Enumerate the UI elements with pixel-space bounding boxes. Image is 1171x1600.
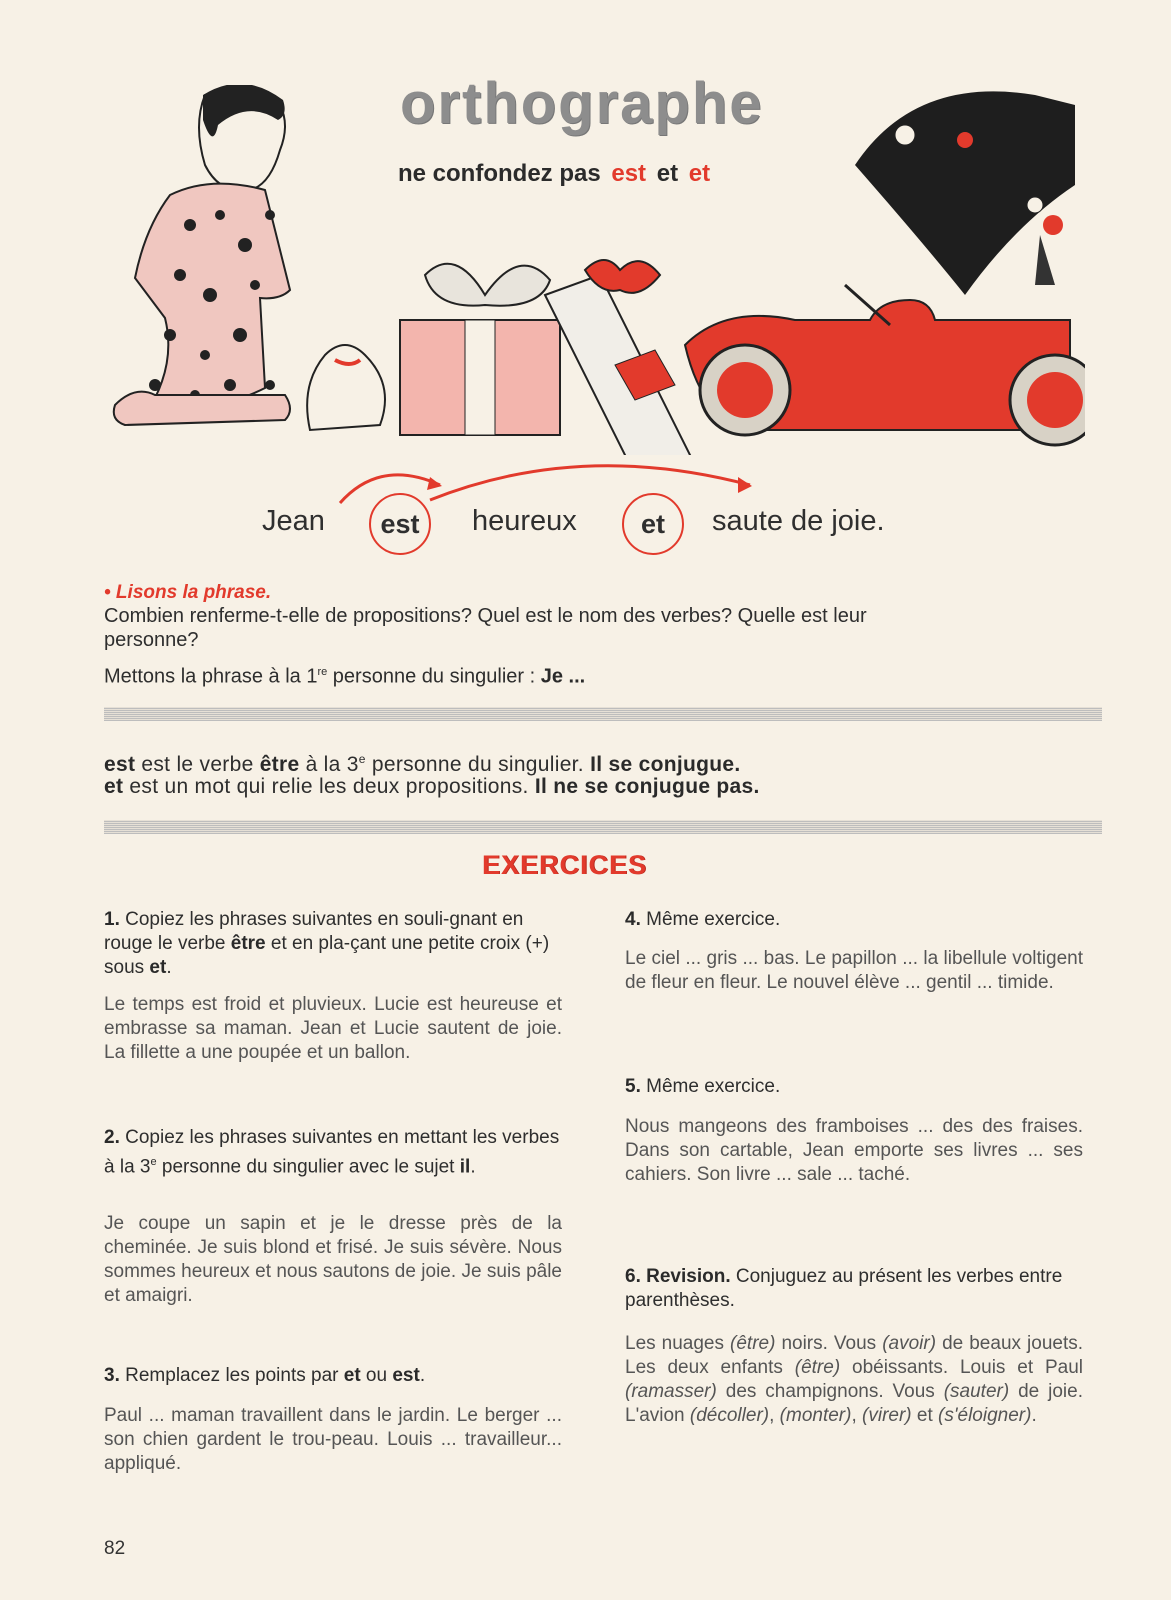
subtitle-et: et xyxy=(688,160,711,187)
boy-in-pajamas-icon xyxy=(114,85,290,425)
exercise-3-text: Paul ... maman travaillent dans le jardin. Le berger ... son chien gardent le trou-peau. Louis ... travailleur... appliqué. xyxy=(104,1405,562,1474)
gift-box-icon xyxy=(400,264,560,435)
sentence-word-est: est xyxy=(369,493,431,555)
subtitle-text: ne confondez pas xyxy=(398,160,601,187)
page-title: orthographe xyxy=(400,71,764,136)
exercise-3-instructions: 3. Remplacez les points par et ou est. xyxy=(104,1365,426,1386)
exercise-5-text: Nous mangeons des framboises ... des des fraises. Dans son cartable, Jean emporte ses livres ... ses cahiers. Son livre ... sale ... taché. xyxy=(625,1116,1083,1185)
lisons-line1: Combien renferme-t-elle de propositions? Quel est le nom des verbes? Quelle est leur xyxy=(104,605,867,627)
exercise-5-instructions: 5. Même exercice. xyxy=(625,1076,781,1097)
christmas-illustration xyxy=(95,85,1085,455)
exercise-1-instructions: 1. Copiez les phrases suivantes en souli-gnant en rouge le verbe être et en pla-çant une petite croix (+) sous et. xyxy=(104,909,550,978)
sentence-word-et: et xyxy=(622,493,684,555)
rule-line-et: et est un mot qui relie les deux propositions. Il ne se conjugue pas. xyxy=(104,775,760,798)
page-number: 82 xyxy=(104,1538,126,1559)
exercise-4-text: Le ciel ... gris ... bas. Le papillon ... la libellule voltigent de fleur en fleur. Le nouvel élève ... gentil ... timide. xyxy=(625,948,1083,993)
sentence-word-jean: Jean xyxy=(262,505,325,537)
gift-bag-icon xyxy=(307,345,385,430)
lisons-line3: Mettons la phrase à la 1re personne du singulier : Je ... xyxy=(104,665,586,688)
exercise-6-instructions: 6. Revision. Conjuguez au présent les verbes entre parenthèses. xyxy=(625,1266,1063,1311)
exercices-heading: EXERCICES xyxy=(482,850,648,880)
exercise-2-instructions: 2. Copiez les phrases suivantes en mettant les verbes à la 3e personne du singulier avec le sujet il. xyxy=(104,1127,560,1178)
exercise-1-text: Le temps est froid et pluvieux. Lucie est heureuse et embrasse sa maman. Jean et Lucie sautent de joie. La fillette a une poupée et un ballon. xyxy=(104,994,562,1063)
toy-car-icon xyxy=(685,285,1085,445)
subtitle-and: et xyxy=(656,160,679,187)
lisons-line2: personne? xyxy=(104,629,199,651)
exercise-4-instructions: 4. Même exercice. xyxy=(625,909,781,930)
divider-bar xyxy=(104,820,1102,834)
exercise-6-text: Les nuages (être) noirs. Vous (avoir) de beaux jouets. Les deux enfants (être) obéissants. Louis et Paul (ramasser) des champignons. Vous (sauter) de joie. L'avion (décoller), (monter), (virer) et (s'éloigner). xyxy=(625,1333,1084,1426)
divider-bar xyxy=(104,707,1102,721)
lisons-heading: • Lisons la phrase. xyxy=(104,582,272,603)
sentence-word-heureux: heureux xyxy=(472,505,577,537)
sentence-word-saute: saute de joie. xyxy=(712,505,885,537)
exercise-2-text: Je coupe un sapin et je le dresse près de la cheminée. Je suis blond et frisé. Je suis sévère. Nous sommes heureux et nous sautons de joie. Je suis pâle et amaigri. xyxy=(104,1213,562,1306)
christmas-tree-icon xyxy=(855,91,1075,295)
subtitle-est: est xyxy=(611,160,647,187)
rule-line-est: est est le verbe être à la 3e personne du singulier. Il se conjugue. xyxy=(104,752,741,776)
